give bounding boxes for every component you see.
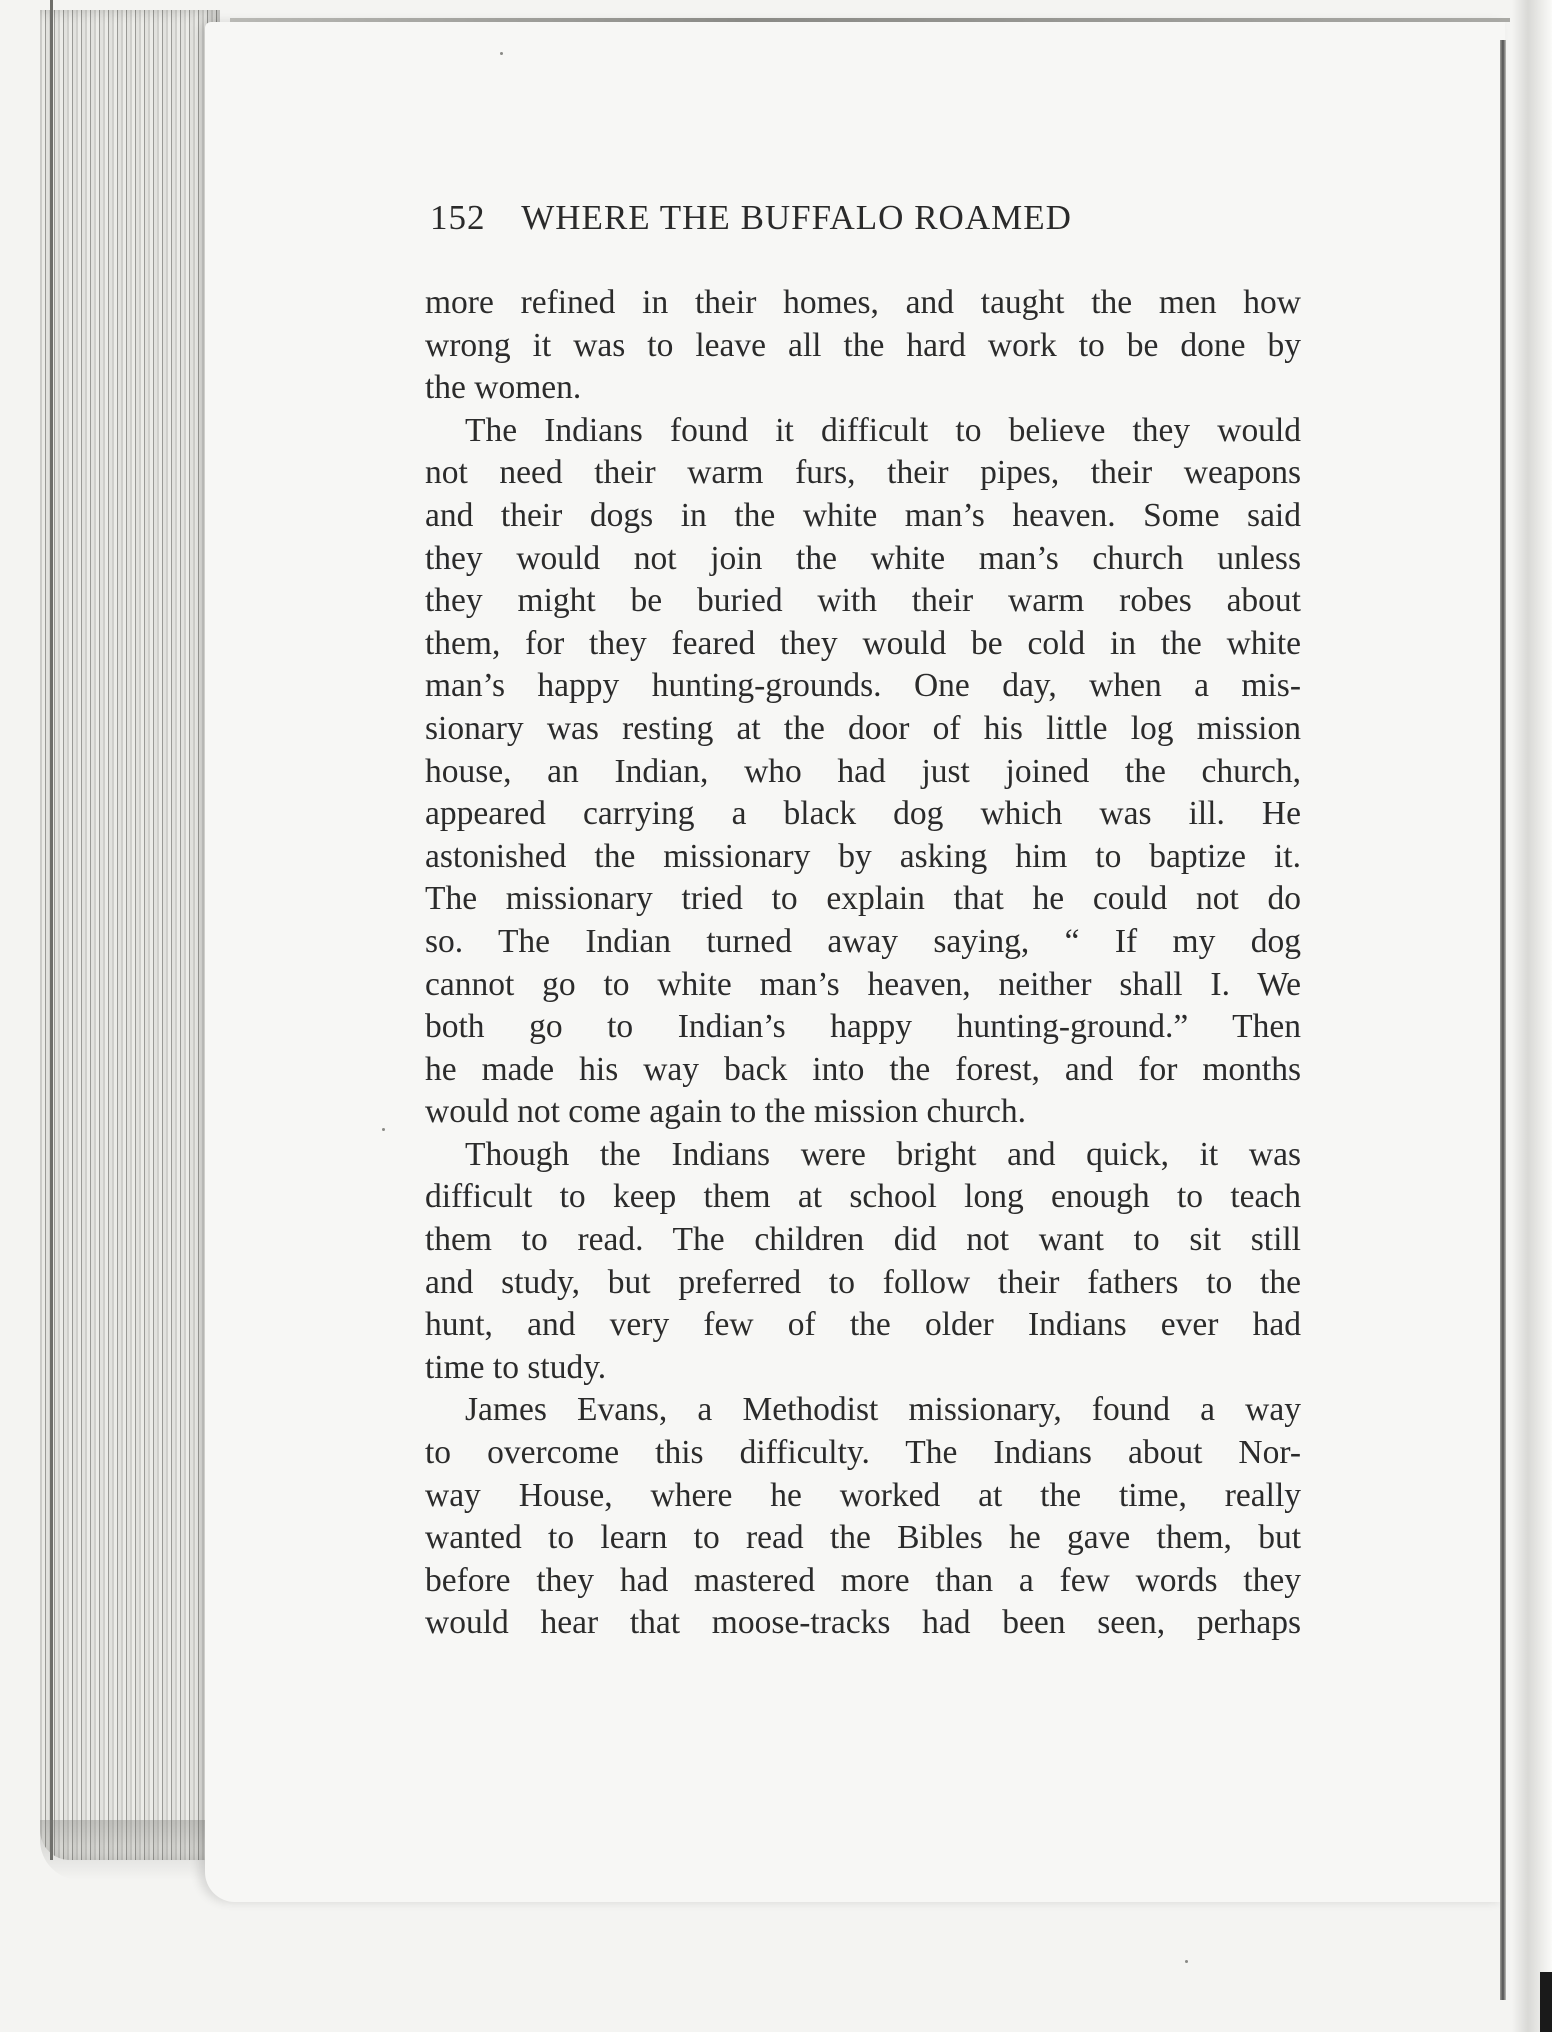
- text-line: difficult to keep them at school long enough to teach: [425, 1178, 1301, 1216]
- body-text: [425, 282, 1301, 1645]
- text-line: sionary was resting at the door of his little log mission: [425, 709, 1301, 747]
- text-line: before they had mastered more than a few words they: [425, 1561, 1301, 1599]
- text-line: to overcome this difficulty. The Indians about Nor-: [425, 1434, 1301, 1472]
- paragraph: [425, 282, 1301, 410]
- paper-speck: [382, 1128, 385, 1131]
- running-head: [430, 198, 1230, 252]
- text-line: astonished the missionary by asking him to baptize it.: [425, 837, 1301, 875]
- text-line: more refined in their homes, and taught the men how: [425, 284, 1301, 321]
- text-line: they might be buried with their warm robes about: [425, 582, 1301, 620]
- paper-speck: [1185, 1960, 1188, 1963]
- text-line: he made his way back into the forest, and for months: [425, 1050, 1301, 1088]
- scan-corner-mark: [1540, 1972, 1552, 2032]
- text-line: time to study.: [425, 1348, 607, 1386]
- text-line: house, an Indian, who had just joined the church,: [425, 752, 1301, 790]
- text-line: appeared carrying a black dog which was ill. He: [425, 795, 1301, 833]
- page-number: 152: [430, 198, 486, 237]
- running-title: WHERE THE BUFFALO ROAMED: [521, 198, 1072, 237]
- paragraph: [425, 1389, 1301, 1645]
- paragraph: [425, 1134, 1301, 1390]
- text-line: wanted to learn to read the Bibles he gave them, but: [425, 1519, 1301, 1557]
- text-line: not need their warm furs, their pipes, their weapons: [425, 454, 1301, 492]
- text-line: would not come again to the mission church.: [425, 1093, 1027, 1131]
- book-page-edges: [40, 10, 220, 1860]
- text-line: and their dogs in the white man’s heaven. Some said: [425, 496, 1301, 534]
- text-line: The missionary tried to explain that he could not do: [425, 880, 1301, 918]
- paper-speck: [500, 52, 503, 55]
- text-line: would hear that moose-tracks had been seen, perhaps: [425, 1604, 1301, 1642]
- paragraph: [425, 410, 1301, 1134]
- text-line: hunt, and very few of the older Indians ever had: [425, 1306, 1301, 1344]
- text-line: them to read. The children did not want to sit still: [425, 1221, 1301, 1259]
- text-line: James Evans, a Methodist missionary, found a way: [465, 1391, 1301, 1429]
- text-line: them, for they feared they would be cold in the white: [425, 624, 1301, 662]
- text-line: wrong it was to leave all the hard work to be done by: [425, 326, 1301, 364]
- text-line: Though the Indians were bright and quick, it was: [465, 1135, 1301, 1173]
- page-top-edge: [230, 18, 1510, 22]
- page-right-edge: [1500, 40, 1506, 2000]
- text-line: both go to Indian’s happy hunting-ground.” Then: [425, 1008, 1301, 1046]
- text-line: so. The Indian turned away saying, “ If my dog: [425, 922, 1301, 960]
- text-line: they would not join the white man’s church unless: [425, 539, 1301, 577]
- book-spine-edge: [50, 0, 53, 1860]
- text-line: and study, but preferred to follow their fathers to the: [425, 1263, 1301, 1301]
- text-line: way House, where he worked at the time, really: [425, 1476, 1301, 1514]
- text-line: man’s happy hunting-grounds. One day, when a mis-: [425, 667, 1301, 705]
- text-line: the women.: [425, 369, 582, 407]
- text-line: The Indians found it difficult to believe they would: [465, 411, 1301, 449]
- scan-margin-right: [1512, 0, 1552, 2032]
- text-line: cannot go to white man’s heaven, neither shall I. We: [425, 965, 1301, 1003]
